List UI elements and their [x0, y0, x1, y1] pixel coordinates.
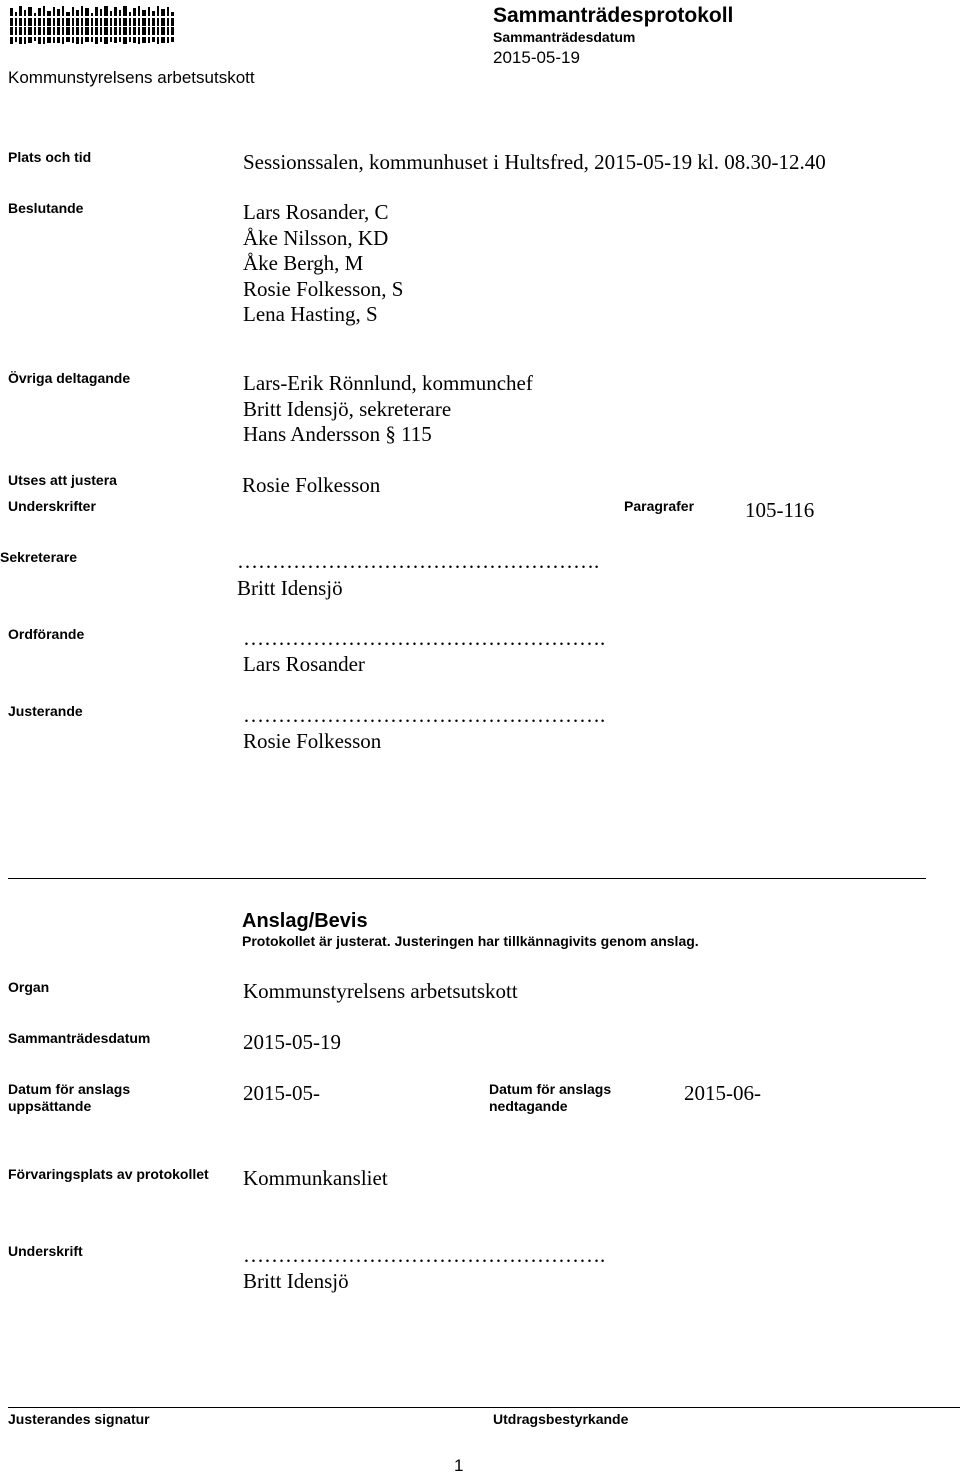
section-divider — [8, 878, 926, 879]
hultsfred-logo — [8, 4, 175, 46]
footer-divider — [8, 1407, 960, 1408]
deciding-member: Åke Nilsson, KD — [243, 225, 389, 250]
notice-date-value: 2015-05-19 — [243, 1030, 341, 1054]
removed-date-label: Datum för anslags — [489, 1081, 612, 1097]
other-participant: Lars-Erik Rönnlund, kommunchef — [243, 371, 533, 395]
notice-signature-label: Underskrift — [8, 1243, 83, 1259]
signature-line: ……………………………………………. — [237, 549, 600, 573]
paragraphs-value: 105-116 — [745, 498, 815, 522]
storage-value: Kommunkansliet — [243, 1166, 388, 1190]
extract-certification-footer: Utdragsbestyrkande — [493, 1411, 629, 1427]
signature-line: ……………………………………………. — [243, 626, 606, 650]
notice-signature-name: Britt Idensjö — [243, 1269, 349, 1293]
signature-line: ……………………………………………. — [243, 1243, 606, 1267]
meeting-date-value: 2015-05-19 — [493, 48, 580, 67]
organ-label: Organ — [8, 979, 50, 995]
committee-name: Kommunstyrelsens arbetsutskott — [8, 68, 255, 87]
organ-value: Kommunstyrelsens arbetsutskott — [243, 979, 518, 1003]
notice-subtitle: Protokollet är justerat. Justeringen har tillkännagivits genom anslag. — [242, 933, 699, 949]
secretary-label: Sekreterare — [0, 549, 78, 565]
other-participant: Hans Andersson § 115 — [243, 422, 432, 447]
other-participant: Britt Idensjö, sekreterare — [243, 396, 452, 421]
secretary-name: Britt Idensjö — [237, 576, 343, 600]
notice-title: Anslag/Bevis — [242, 910, 368, 932]
place-value: Sessionssalen, kommunhuset i Hultsfred, 2015-05-19 kl. 08.30-12.40 — [243, 150, 826, 174]
signature-line: ……………………………………………. — [243, 703, 606, 727]
deciding-member: Rosie Folkesson, S — [243, 276, 404, 301]
removed-date-value: 2015-06- — [684, 1081, 761, 1105]
adjuster-value: Rosie Folkesson — [242, 473, 381, 497]
adjuster-label: Utses att justera — [8, 472, 117, 488]
adjuster-signature-name: Rosie Folkesson — [243, 729, 382, 753]
storage-label: Förvaringsplats av protokollet — [8, 1166, 209, 1182]
meeting-date-label: Sammanträdesdatum — [493, 29, 636, 45]
other-participants-label: Övriga deltagande — [8, 370, 131, 386]
deciding-member: Lars Rosander, C — [243, 200, 389, 224]
posted-date-value: 2015-05- — [243, 1081, 320, 1105]
deciding-member: Åke Bergh, M — [243, 251, 364, 276]
document-title: Sammanträdesprotokoll — [493, 4, 734, 27]
signatures-label: Underskrifter — [8, 498, 96, 514]
chairman-label: Ordförande — [8, 626, 85, 642]
paragraphs-label: Paragrafer — [624, 498, 695, 514]
posted-date-label: Datum för anslags — [8, 1081, 131, 1097]
deciding-label: Beslutande — [8, 200, 84, 216]
removed-date-label: nedtagande — [489, 1098, 568, 1114]
page-number: 1 — [454, 1456, 464, 1475]
posted-date-label: uppsättande — [8, 1098, 92, 1114]
chairman-name: Lars Rosander — [243, 652, 365, 676]
deciding-member: Lena Hasting, S — [243, 302, 378, 327]
notice-date-label: Sammanträdesdatum — [8, 1030, 151, 1046]
adjuster-signature-label: Justerande — [8, 703, 83, 719]
adjusters-signature-footer: Justerandes signatur — [8, 1411, 150, 1427]
place-label: Plats och tid — [8, 149, 92, 165]
